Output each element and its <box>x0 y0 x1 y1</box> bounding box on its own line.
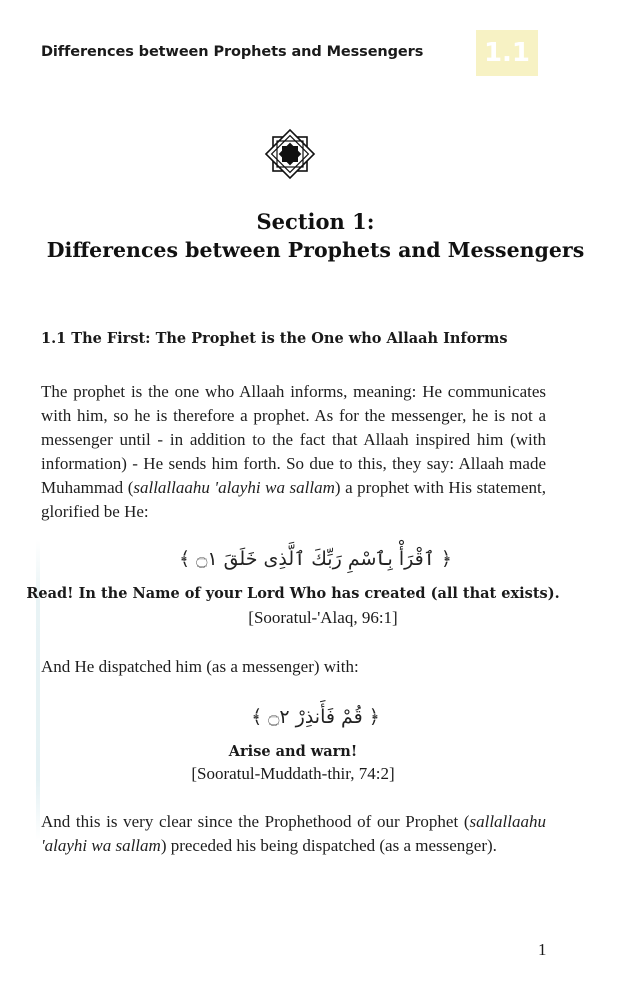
text-run: And this is very clear since the Prophethood of our Prophet ( <box>41 812 470 831</box>
running-title: Differences between Prophets and Messengers <box>41 44 424 60</box>
honorific-italic: sallallaahu 'alayhi wa sallam <box>133 478 335 497</box>
text-run: ) preceded his being dispatched (as a messenger). <box>160 836 497 855</box>
text-run: ) a prophet with His statement, <box>334 478 546 497</box>
text-run: Muhammad ( <box>41 478 134 497</box>
arabic-verse-2: ﴿ قُمْ فَأَنذِرْ ۝٢ ﴾ <box>251 706 380 728</box>
paragraph-line <box>41 834 546 858</box>
honorific-italic: 'alayhi wa sallam <box>41 836 161 855</box>
paragraph-line <box>41 810 546 834</box>
subheading: 1.1 The First: The Prophet is the One who Allaah Informs <box>41 330 508 347</box>
paragraph-line: with him, so he is therefore a prophet. As for the messenger, he is not a <box>41 406 546 425</box>
arabic-verse-1: ﴿ ٱقْرَأْ بِٱسْمِ رَبِّكَ ٱلَّذِى خَلَقَ ۝١ ﴾ <box>179 548 452 570</box>
paragraph-1 <box>41 380 546 524</box>
paragraph-3 <box>41 810 546 858</box>
section-title-line1: Section 1: <box>256 209 375 234</box>
verse-1-translation: Read! In the Name of your Lord Who has created (all that exists). <box>26 585 560 602</box>
verse-1-reference: [Sooratul-'Alaq, 96:1] <box>248 608 398 627</box>
honorific-italic: sallallaahu <box>469 812 546 831</box>
paragraph-2: And He dispatched him (as a messenger) with: <box>41 657 359 676</box>
paragraph-line: The prophet is the one who Allaah informs, meaning: He communicates <box>41 382 546 401</box>
paragraph-line: glorified be He: <box>41 502 149 521</box>
chapter-number-badge: 1.1 <box>476 30 538 76</box>
paragraph-line <box>41 476 546 500</box>
section-title-line2: Differences between Prophets and Messengers <box>46 238 585 262</box>
star-ornament-icon <box>262 126 318 182</box>
paragraph-line: information) - He sends him forth. So due to this, they say: Allaah made <box>41 454 546 473</box>
paragraph-line: messenger until - in addition to the fact that Allaah inspired him (with <box>41 430 546 449</box>
page-number: 1 <box>538 940 547 959</box>
verse-2-reference: [Sooratul-Muddath-thir, 74:2] <box>191 764 395 783</box>
verse-2-translation: Arise and warn! <box>228 743 358 760</box>
